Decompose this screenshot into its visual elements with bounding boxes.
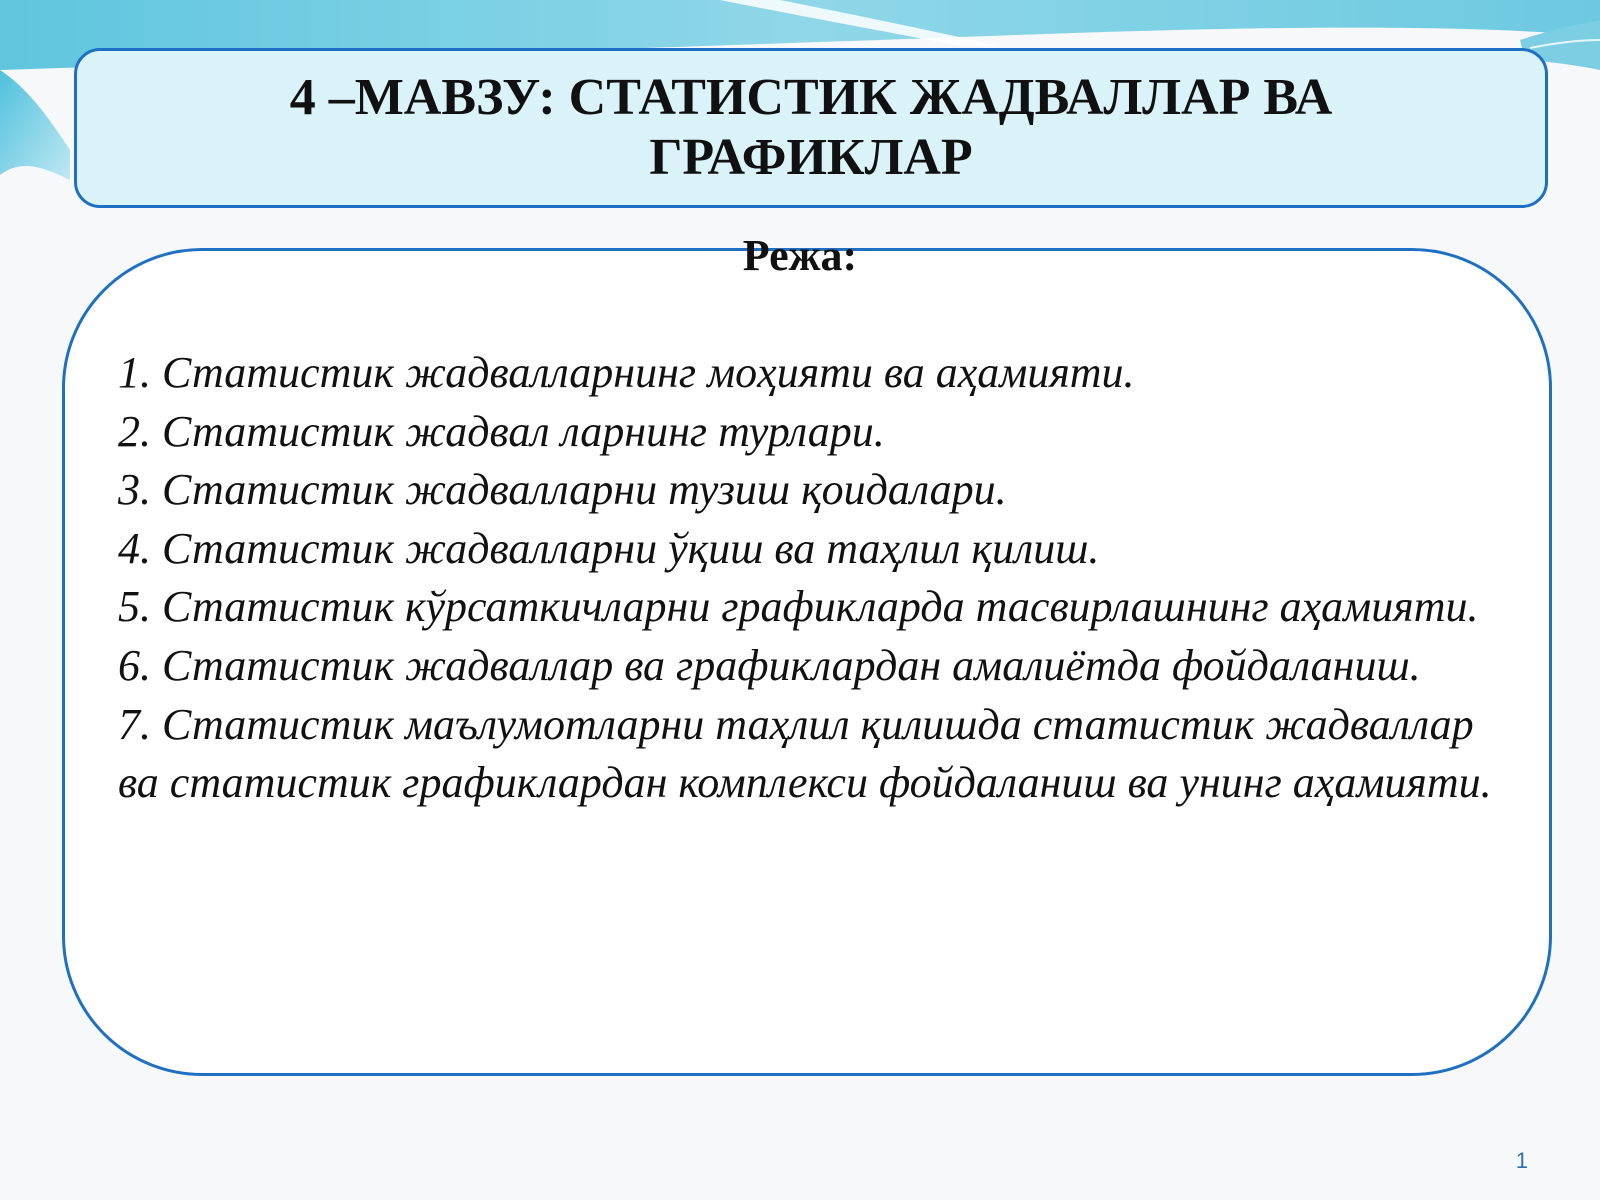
slide-title: 4 –МАВЗУ: СТАТИСТИК ЖАДВАЛЛАР ВА ГРАФИКЛАР bbox=[289, 69, 1333, 186]
plan-item-3: 3. Статистик жадвалларни тузиш қоидалари. bbox=[118, 465, 1007, 515]
plan-item-2: 2. Статистик жадвал ларнинг турлари. bbox=[118, 406, 885, 456]
plan-item-6: 6. Статистик жадваллар ва графиклардан амалиётда фойдаланиш. bbox=[118, 640, 1421, 690]
plan-item-4: 4. Статистик жадвалларни ўқиш ва таҳлил қилиш. bbox=[118, 523, 1100, 573]
plan-item-7: 7. Статистик маълумотларни таҳлил қилишда статистик жадваллар ва статистик графиклардан комплекси фойдаланиш ва унинг аҳамияти. bbox=[118, 699, 1492, 808]
plan-heading: Режа: bbox=[742, 231, 858, 280]
plan-list bbox=[118, 344, 1518, 813]
page-number: 1 bbox=[1515, 1148, 1528, 1173]
title-box bbox=[74, 48, 1548, 208]
plan-item-5: 5. Статистик кўрсаткичларни графикларда тасвирлашнинг аҳамияти. bbox=[118, 582, 1479, 632]
plan-item-1: 1. Статистик жадвалларнинг моҳияти ва аҳамияти. bbox=[118, 348, 1135, 397]
